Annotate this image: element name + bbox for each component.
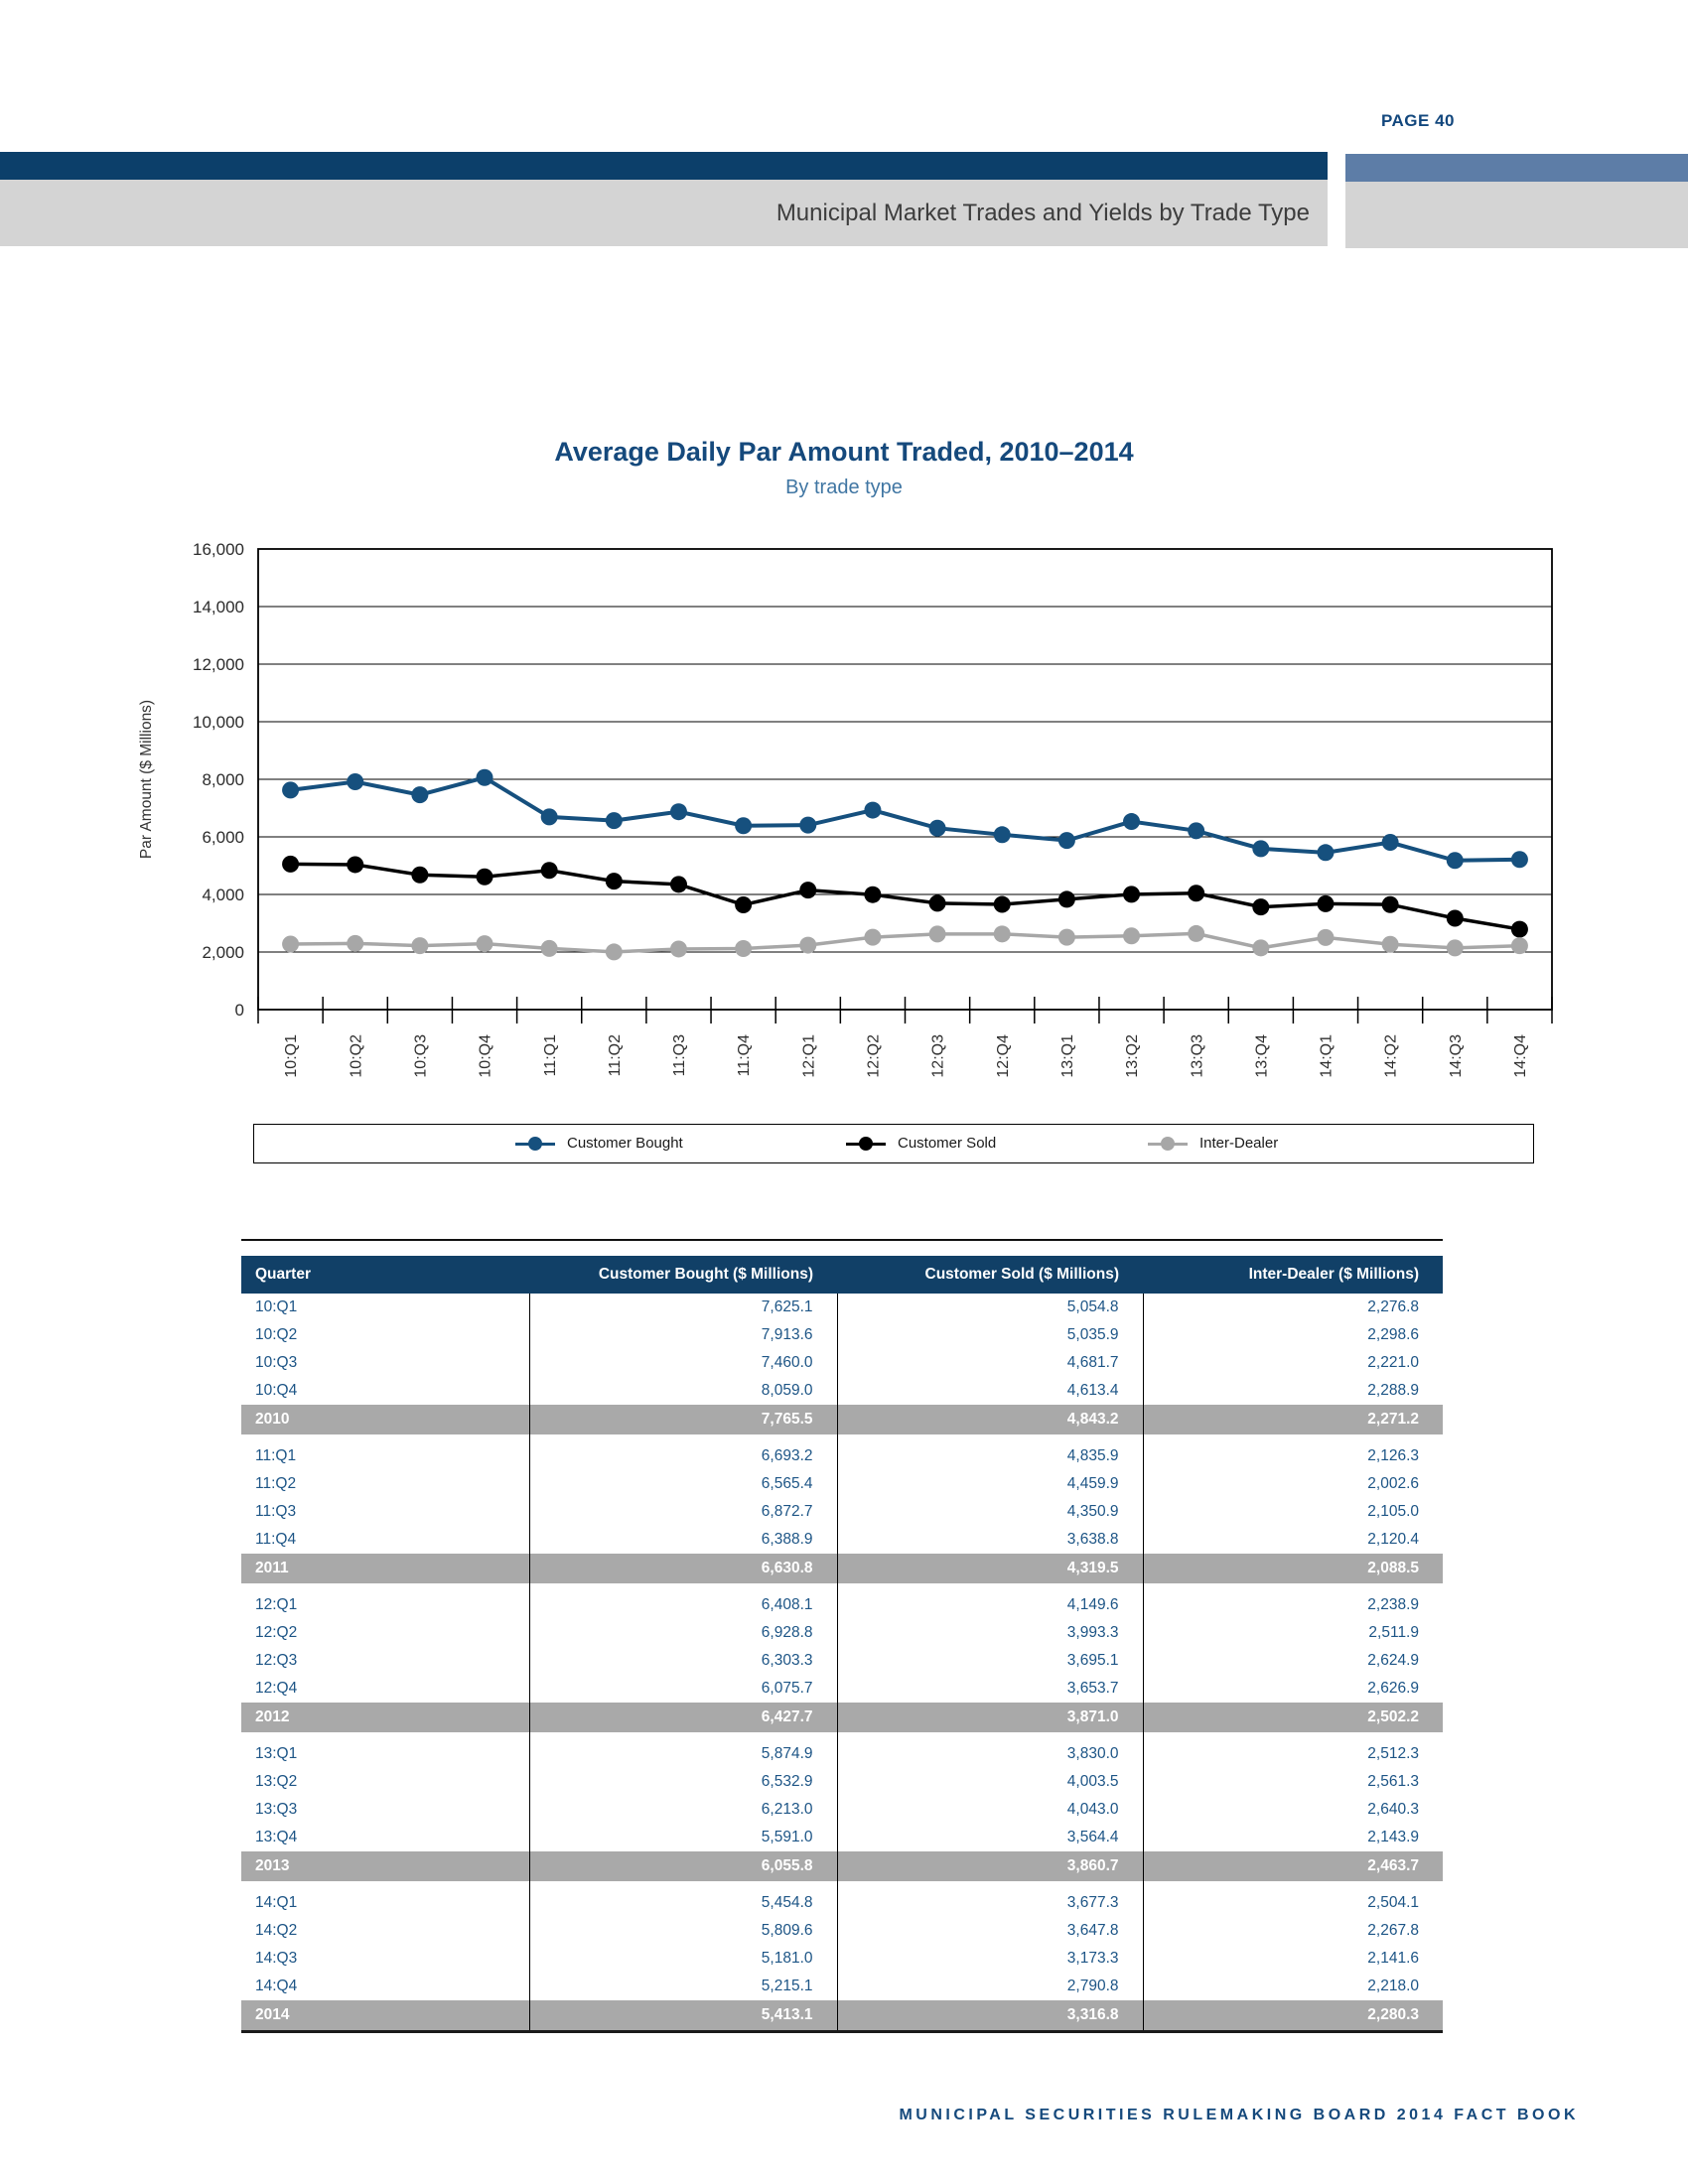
x-tick-label: 12:Q2 [865,1034,883,1078]
quarter-cell: 12:Q4 [255,1680,298,1697]
data-point [1317,929,1334,946]
data-point [799,817,816,834]
value-cell: 2,218.0 [1143,1973,1443,2000]
x-tick-label: 10:Q4 [477,1034,494,1078]
value-cell: 2,238.9 [1143,1591,1443,1619]
value-cell: 3,993.3 [837,1619,1143,1647]
value-cell [529,1881,837,1889]
value-cell: 3,871.0 [837,1703,1143,1732]
section-title: Municipal Market Trades and Yields by Trade Type [775,199,1310,226]
value-cell: 6,693.2 [529,1442,837,1470]
data-point [477,769,493,786]
quarter-cell: 2012 [241,1703,529,1732]
column-header-quarter: Quarter [241,1256,529,1294]
value-cell: 4,681.7 [837,1349,1143,1377]
value-cell: 4,613.4 [837,1377,1143,1405]
data-point [994,925,1011,942]
table-row [241,1526,1443,1554]
table-top-rule [241,1239,1443,1241]
summary-row [241,2000,1443,2032]
data-point [282,781,299,798]
x-tick-label: 11:Q4 [736,1034,754,1077]
quarter-cell: 10:Q1 [255,1298,298,1315]
value-cell: 5,454.8 [529,1889,837,1917]
table-row [241,1294,1443,1321]
data-point [994,896,1011,913]
value-cell: 5,413.1 [529,2000,837,2032]
table-row [241,1647,1443,1675]
value-cell: 2,511.9 [1143,1619,1443,1647]
value-cell: 2,561.3 [1143,1768,1443,1796]
table-row [241,1619,1443,1647]
series-line-customer-sold [291,864,1520,929]
value-cell: 3,173.3 [837,1945,1143,1973]
y-tick-label: 8,000 [202,770,244,789]
table-row [241,1917,1443,1945]
value-cell: 5,591.0 [529,1824,837,1851]
value-cell: 6,427.7 [529,1703,837,1732]
value-cell: 2,002.6 [1143,1470,1443,1498]
quarter-cell: 13:Q1 [255,1745,298,1762]
group-gap-row [241,1732,1443,1740]
data-point [1188,885,1204,901]
data-point [799,937,816,954]
value-cell: 6,075.7 [529,1675,837,1703]
value-cell [837,1881,1143,1889]
y-tick-label: 16,000 [193,540,244,559]
value-cell: 5,054.8 [837,1294,1143,1321]
y-tick-label: 0 [234,1001,244,1020]
value-cell: 6,532.9 [529,1768,837,1796]
summary-row [241,1554,1443,1583]
data-point [864,929,881,946]
value-cell: 2,271.2 [1143,1405,1443,1434]
value-cell: 4,043.0 [837,1796,1143,1824]
quarter-cell: 10:Q2 [255,1326,298,1343]
value-cell: 2,280.3 [1143,2000,1443,2032]
group-gap-row [241,1434,1443,1442]
quarter-cell: 11:Q2 [255,1475,297,1492]
data-point [1511,921,1528,938]
table-row [241,1442,1443,1470]
y-tick-label: 12,000 [193,655,244,674]
value-cell: 2,126.3 [1143,1442,1443,1470]
header-gray-band [0,180,1328,246]
chart-legend [253,1124,1534,1163]
data-point [670,803,687,820]
data-point [1447,852,1464,869]
value-cell: 3,695.1 [837,1647,1143,1675]
data-point [735,896,752,913]
data-point [864,802,881,819]
value-cell: 6,055.8 [529,1851,837,1881]
value-cell: 2,276.8 [1143,1294,1443,1321]
data-point [1188,822,1204,839]
value-cell: 6,388.9 [529,1526,837,1554]
x-tick-label: 12:Q3 [929,1034,947,1078]
group-gap-row [241,1881,1443,1889]
table-row [241,1768,1443,1796]
table-row [241,1945,1443,1973]
quarter-cell: 11:Q3 [255,1503,297,1520]
data-point [799,882,816,898]
value-cell: 6,872.7 [529,1498,837,1526]
legend-marker-icon [846,1135,886,1153]
value-cell: 8,059.0 [529,1377,837,1405]
data-point [1123,927,1140,944]
value-cell: 5,035.9 [837,1321,1143,1349]
data-point [1447,909,1464,926]
y-tick-label: 14,000 [193,598,244,616]
x-tick-label: 12:Q4 [994,1034,1012,1078]
quarter-cell: 13:Q2 [255,1773,298,1790]
y-axis-title: Par Amount ($ Millions) [138,699,155,860]
data-point [1382,834,1399,851]
data-point [541,808,558,825]
data-point [1252,898,1269,915]
data-point [541,940,558,957]
value-cell: 2,512.3 [1143,1740,1443,1768]
data-point [1188,925,1204,942]
value-cell: 3,316.8 [837,2000,1143,2032]
data-point [606,873,623,889]
data-point [347,856,363,873]
table-row [241,1973,1443,2000]
quarter-cell [241,1434,529,1442]
legend-label: Customer Bought [567,1135,683,1152]
trade-type-data-table [241,1256,1443,2033]
value-cell: 2,504.1 [1143,1889,1443,1917]
x-tick-label: 14:Q4 [1512,1034,1530,1078]
data-point [606,943,623,960]
value-cell: 2,502.2 [1143,1703,1443,1732]
data-point [606,812,623,829]
value-cell: 3,647.8 [837,1917,1143,1945]
value-cell: 4,319.5 [837,1554,1143,1583]
line-chart-canvas [0,526,1688,1102]
quarter-cell: 12:Q1 [255,1596,298,1613]
data-point [994,826,1011,843]
data-point [541,862,558,879]
data-point [1123,886,1140,902]
data-point [1511,937,1528,954]
x-tick-label: 13:Q1 [1058,1034,1076,1078]
value-cell: 4,350.9 [837,1498,1143,1526]
value-cell [529,1583,837,1591]
value-cell: 2,267.8 [1143,1917,1443,1945]
value-cell: 5,809.6 [529,1917,837,1945]
series-line-inter-dealer [291,933,1520,951]
value-cell [1143,1732,1443,1740]
quarter-cell: 10:Q4 [255,1382,298,1399]
value-cell [1143,1434,1443,1442]
quarter-cell [241,1881,529,1889]
table-row [241,1824,1443,1851]
value-cell: 7,460.0 [529,1349,837,1377]
value-cell: 2,463.7 [1143,1851,1443,1881]
data-point [1252,840,1269,857]
table-header [241,1256,1443,1294]
quarter-cell: 2010 [241,1405,529,1434]
data-point [864,887,881,903]
value-cell: 3,830.0 [837,1740,1143,1768]
quarter-cell: 14:Q2 [255,1922,298,1939]
value-cell: 3,638.8 [837,1526,1143,1554]
data-point [735,817,752,834]
table-row [241,1675,1443,1703]
y-tick-label: 2,000 [202,943,244,962]
table-row [241,1796,1443,1824]
data-point [1382,936,1399,953]
x-tick-label: 14:Q2 [1382,1034,1400,1078]
header-slate-bar [1345,154,1688,182]
chart-subtitle: By trade type [785,477,903,498]
value-cell: 6,213.0 [529,1796,837,1824]
value-cell: 3,653.7 [837,1675,1143,1703]
legend-item-customer-sold [846,1125,996,1161]
footer-text: MUNICIPAL SECURITIES RULEMAKING BOARD 2014 FACT BOOK [899,2107,1579,2123]
x-tick-label: 14:Q1 [1318,1034,1336,1078]
value-cell [1143,1881,1443,1889]
quarter-cell: 2014 [241,2000,529,2032]
value-cell: 2,120.4 [1143,1526,1443,1554]
table-row [241,1498,1443,1526]
value-cell: 7,765.5 [529,1405,837,1434]
column-header-customer-sold: Customer Sold ($ Millions) [837,1256,1143,1294]
value-cell: 3,564.4 [837,1824,1143,1851]
value-cell [837,1434,1143,1442]
data-point [1252,939,1269,956]
quarter-cell [241,1732,529,1740]
quarter-cell: 13:Q3 [255,1801,298,1818]
value-cell [837,1583,1143,1591]
quarter-cell: 2011 [241,1554,529,1583]
legend-marker-icon [515,1135,555,1153]
value-cell: 6,630.8 [529,1554,837,1583]
page-number-label: PAGE 40 [1380,111,1455,130]
value-cell: 2,640.3 [1143,1796,1443,1824]
data-point [282,935,299,952]
value-cell: 2,626.9 [1143,1675,1443,1703]
header-gray-band-right [1345,182,1688,248]
data-point [929,894,946,911]
data-point [477,935,493,952]
quarter-cell: 10:Q3 [255,1354,298,1371]
header-navy-bar [0,152,1328,180]
data-point [1317,844,1334,861]
value-cell: 4,843.2 [837,1405,1143,1434]
value-cell: 7,625.1 [529,1294,837,1321]
quarter-cell: 11:Q1 [255,1447,297,1464]
summary-row [241,1405,1443,1434]
x-tick-label: 10:Q2 [348,1034,365,1078]
legend-label: Customer Sold [898,1135,997,1152]
chart-title: Average Daily Par Amount Traded, 2010–2014 [554,437,1134,467]
data-point [347,773,363,790]
table-row [241,1321,1443,1349]
y-tick-label: 4,000 [202,886,244,904]
quarter-cell: 12:Q2 [255,1624,298,1641]
value-cell: 5,874.9 [529,1740,837,1768]
quarter-cell: 13:Q4 [255,1829,298,1845]
column-header-customer-bought: Customer Bought ($ Millions) [529,1256,837,1294]
data-point [411,867,428,884]
table-row [241,1740,1443,1768]
value-cell: 6,408.1 [529,1591,837,1619]
value-cell: 4,149.6 [837,1591,1143,1619]
data-point [670,876,687,892]
x-tick-label: 13:Q3 [1189,1034,1206,1078]
summary-row [241,1703,1443,1732]
value-cell [529,1434,837,1442]
data-point [1447,939,1464,956]
value-cell: 2,141.6 [1143,1945,1443,1973]
value-cell: 2,298.6 [1143,1321,1443,1349]
value-cell: 4,459.9 [837,1470,1143,1498]
value-cell: 2,105.0 [1143,1498,1443,1526]
data-point [1058,890,1075,907]
value-cell: 2,143.9 [1143,1824,1443,1851]
x-tick-label: 13:Q4 [1253,1034,1271,1078]
data-point [929,820,946,837]
group-gap-row [241,1583,1443,1591]
value-cell: 4,835.9 [837,1442,1143,1470]
quarter-cell: 14:Q3 [255,1950,298,1967]
quarter-cell: 12:Q3 [255,1652,298,1669]
legend-marker-icon [1148,1135,1188,1153]
data-point [1511,851,1528,868]
x-tick-label: 11:Q3 [671,1034,689,1077]
value-cell: 5,215.1 [529,1973,837,2000]
quarter-cell [241,1583,529,1591]
table-row [241,1349,1443,1377]
data-point [735,940,752,957]
value-cell: 2,088.5 [1143,1554,1443,1583]
data-point [347,935,363,952]
table-row [241,1889,1443,1917]
value-cell: 7,913.6 [529,1321,837,1349]
value-cell: 4,003.5 [837,1768,1143,1796]
quarter-cell: 2013 [241,1851,529,1881]
x-tick-label: 14:Q3 [1447,1034,1465,1078]
table-row [241,1470,1443,1498]
quarter-cell: 11:Q4 [255,1531,297,1548]
value-cell: 3,860.7 [837,1851,1143,1881]
x-tick-label: 13:Q2 [1124,1034,1142,1078]
data-point [1058,832,1075,849]
data-point [411,786,428,803]
value-cell: 6,928.8 [529,1619,837,1647]
x-tick-label: 12:Q1 [800,1034,818,1078]
data-point [1317,895,1334,912]
value-cell: 6,303.3 [529,1647,837,1675]
table-row [241,1591,1443,1619]
data-point [670,940,687,957]
value-cell [1143,1583,1443,1591]
value-cell: 2,221.0 [1143,1349,1443,1377]
value-cell: 2,288.9 [1143,1377,1443,1405]
summary-row [241,1851,1443,1881]
value-cell [529,1732,837,1740]
quarter-cell: 14:Q1 [255,1894,298,1911]
data-point [1382,896,1399,913]
value-cell: 6,565.4 [529,1470,837,1498]
data-point [929,925,946,942]
quarter-cell: 14:Q4 [255,1978,298,1994]
y-tick-label: 6,000 [202,828,244,847]
x-tick-label: 10:Q1 [283,1034,301,1078]
data-point [1123,813,1140,830]
x-tick-label: 11:Q2 [606,1034,624,1077]
legend-item-customer-bought [515,1125,683,1161]
x-tick-label: 11:Q1 [541,1034,559,1077]
legend-item-inter-dealer [1148,1125,1278,1161]
value-cell: 2,624.9 [1143,1647,1443,1675]
data-point [282,856,299,873]
data-point [1058,929,1075,946]
x-tick-label: 10:Q3 [412,1034,430,1078]
value-cell [837,1732,1143,1740]
data-point [411,937,428,954]
series-line-customer-bought [291,777,1520,860]
legend-label: Inter-Dealer [1199,1135,1279,1152]
value-cell: 5,181.0 [529,1945,837,1973]
data-point [477,869,493,886]
table-row [241,1377,1443,1405]
y-tick-label: 10,000 [193,713,244,732]
value-cell: 2,790.8 [837,1973,1143,2000]
value-cell: 3,677.3 [837,1889,1143,1917]
column-header-inter-dealer: Inter-Dealer ($ Millions) [1143,1256,1443,1294]
